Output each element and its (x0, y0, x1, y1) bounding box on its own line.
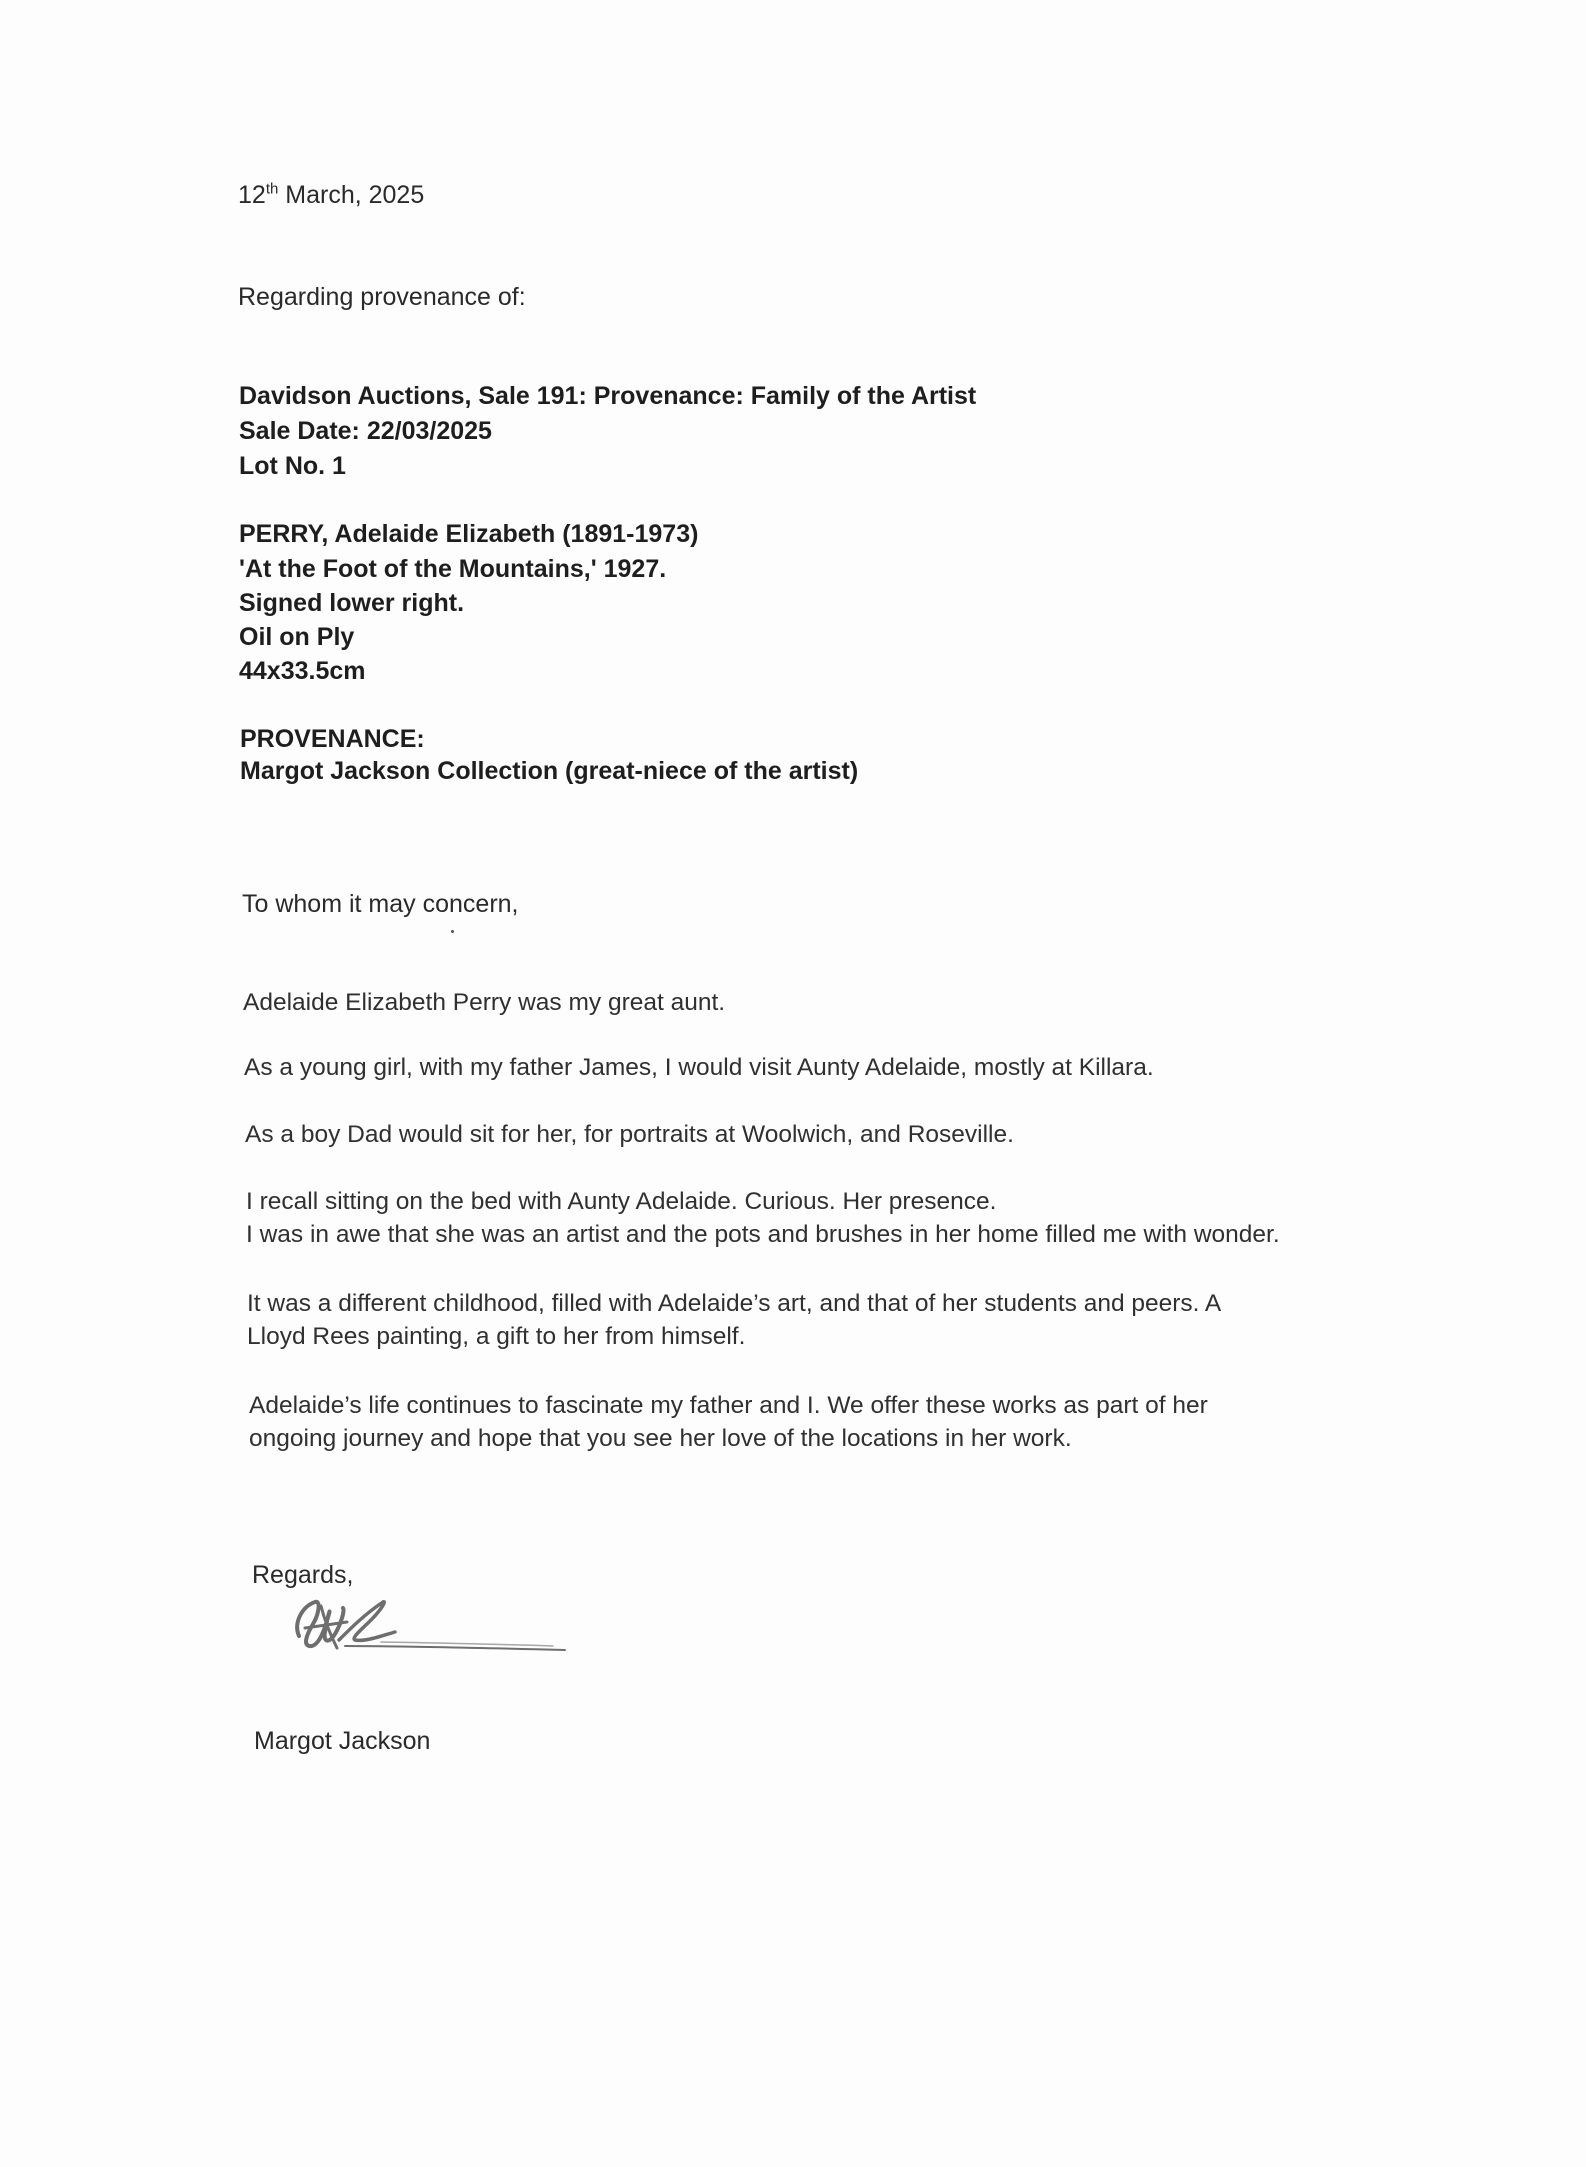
artwork-size: 44x33.5cm (239, 657, 366, 685)
artwork-artist: PERRY, Adelaide Elizabeth (1891-1973) (239, 520, 699, 548)
paragraph-1: Adelaide Elizabeth Perry was my great aunt. (243, 989, 726, 1016)
artwork-title: 'At the Foot of the Mountains,' 1927. (239, 555, 667, 583)
signatory-name: Margot Jackson (254, 1727, 431, 1755)
provenance-text: Margot Jackson Collection (great-niece of the artist) (240, 757, 859, 785)
paragraph-2: As a young girl, with my father James, I would visit Aunty Adelaide, mostly at Killara. (244, 1054, 1154, 1081)
artwork-signed: Signed lower right. (239, 589, 465, 617)
regarding-line: Regarding provenance of: (238, 283, 526, 311)
sale-title: Davidson Auctions, Sale 191: Provenance: Family of the Artist (239, 382, 977, 410)
paragraph-5-line-1: It was a different childhood, filled with Adelaide’s art, and that of her students and peers. A (247, 1290, 1222, 1317)
paragraph-6-line-2: ongoing journey and hope that you see her love of the locations in her work. (249, 1425, 1072, 1452)
paragraph-5-line-2: Lloyd Rees painting, a gift to her from himself. (247, 1323, 746, 1350)
sale-date: Sale Date: 22/03/2025 (239, 417, 492, 445)
closing: Regards, (252, 1561, 354, 1589)
paragraph-6-line-1: Adelaide’s life continues to fascinate my father and I. We offer these works as part of her (249, 1392, 1208, 1419)
artwork-medium: Oil on Ply (239, 623, 355, 651)
salutation: To whom it may concern, (242, 890, 519, 918)
lot-number: Lot No. 1 (239, 452, 346, 480)
provenance-heading: PROVENANCE: (240, 725, 425, 753)
letter-date: 12th March, 2025 (238, 180, 425, 209)
stray-mark (451, 930, 454, 933)
paragraph-4-line-1: I recall sitting on the bed with Aunty Adelaide. Curious. Her presence. (246, 1188, 997, 1215)
signature-icon (285, 1588, 575, 1668)
paragraph-3: As a boy Dad would sit for her, for portraits at Woolwich, and Roseville. (245, 1121, 1014, 1148)
paragraph-4-line-2: I was in awe that she was an artist and the pots and brushes in her home filled me with wonder. (246, 1221, 1280, 1248)
